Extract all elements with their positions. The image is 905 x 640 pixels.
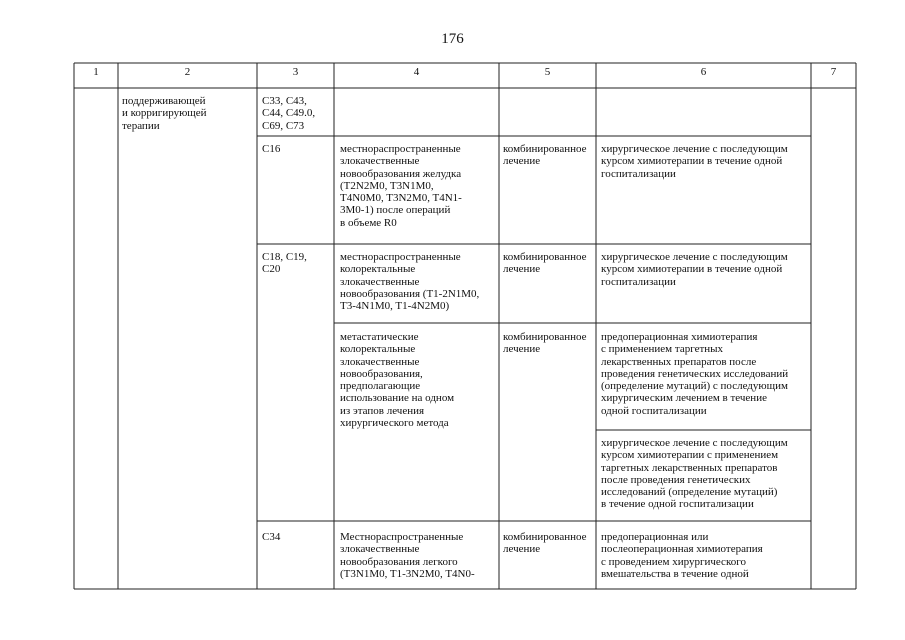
r4-col6a-text: предоперационная химиотерапия с применением таргетных лекарственных препаратов после проведения генетических исследований (определение мутаций) с последующим хирургическим лечением в течение одной госпитализации bbox=[601, 331, 789, 417]
r5-col3-text: C34 bbox=[262, 531, 281, 543]
r5-col5-text: комбинированное лечение bbox=[503, 531, 587, 556]
r3-col6-text: хирургическое лечение с последующим курсом химиотерапии в течение одной госпитализации bbox=[601, 251, 788, 288]
r3-col4-text: местнораспространенные колоректальные злокачественные новообразования (T1-2N1M0, T3-4N1M0, T1-4N2M0) bbox=[340, 251, 480, 313]
header-col-7: 7 bbox=[830, 66, 837, 78]
r3-col5-text: комбинированное лечение bbox=[503, 251, 587, 276]
r1-col3-text: C33, C43, C44, C49.0, C69, C73 bbox=[262, 95, 316, 132]
r2-col3-text: C16 bbox=[262, 143, 281, 155]
header-col-5: 5 bbox=[544, 66, 551, 78]
header-col-2: 2 bbox=[184, 66, 191, 78]
header-col-3: 3 bbox=[292, 66, 299, 78]
r1-col2-text: поддерживающей и корригирующей терапии bbox=[122, 95, 207, 132]
r2-col6-text: хирургическое лечение с последующим курсом химиотерапии в течение одной госпитализации bbox=[601, 143, 788, 180]
header-col-4: 4 bbox=[413, 66, 420, 78]
header-col-6: 6 bbox=[700, 66, 707, 78]
r2-col5-text: комбинированное лечение bbox=[503, 143, 587, 168]
header-col-1: 1 bbox=[93, 66, 99, 78]
r5-col4-text: Местнораспространенные злокачественные новообразования легкого (T3N1M0, T1-3N2M0, T4N0- bbox=[340, 531, 475, 580]
r3-col3-text: C18, C19, C20 bbox=[262, 251, 307, 276]
page-number: 176 bbox=[441, 31, 464, 47]
r2-col4-text: местнораспространенные злокачественные новообразования желудка (T2N2M0, T3N1M0, T4N0M0, T3N2M0, T4N1- 3M0-1) после операций в объеме R0 bbox=[340, 143, 462, 229]
r4-col6b-text: хирургическое лечение с последующим курсом химиотерапии с применением таргетных лекарственных препаратов после проведения генетических исследований (определение мутаций) в течение одной госпитализации bbox=[601, 437, 788, 511]
r4-col5-text: комбинированное лечение bbox=[503, 331, 587, 356]
r4-col4-text: метастатические колоректальные злокачественные новообразования, предполагающие использование на одном из этапов лечения хирургического метода bbox=[340, 331, 455, 430]
r5-col6-text: предоперационная или послеоперационная химиотерапия с проведением хирургического вмешательства в течение одной bbox=[601, 531, 763, 580]
